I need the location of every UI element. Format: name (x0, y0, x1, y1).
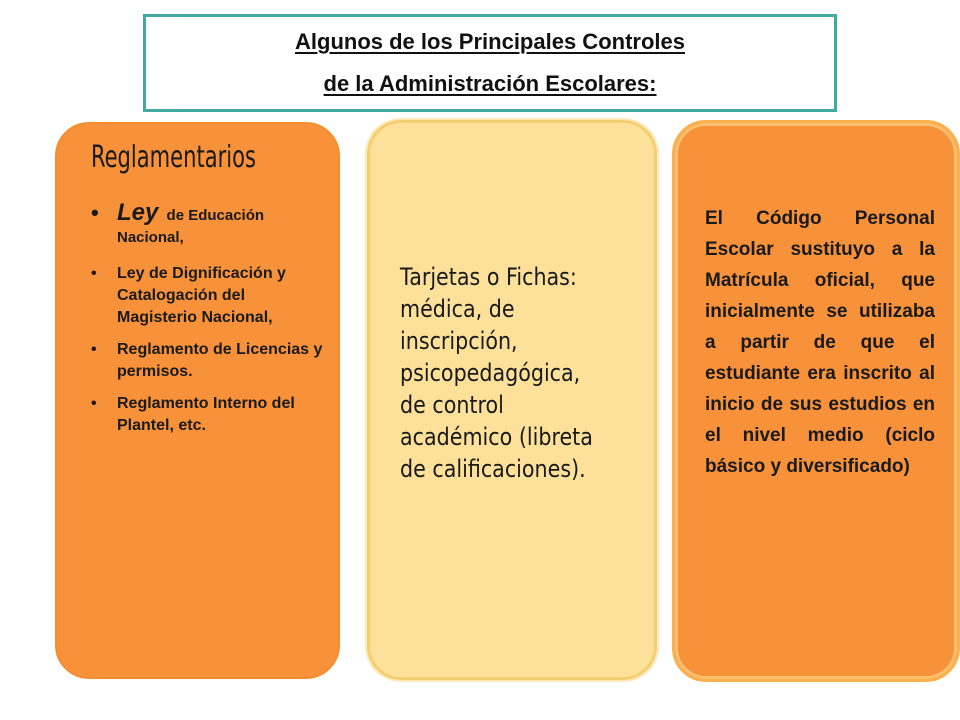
title-box (143, 14, 837, 112)
reglamentarios-list (87, 199, 327, 447)
tarjetas-card (367, 120, 657, 680)
bullet-icon: • (91, 200, 99, 225)
list-item (87, 339, 327, 383)
list-item (87, 263, 327, 329)
bullet-icon: • (91, 265, 97, 282)
list-item (87, 393, 327, 437)
item-text: de Educación Nacional, (117, 207, 265, 246)
bullet-icon: • (91, 395, 97, 412)
item-text: Reglamento de Licencias y permisos. (117, 341, 323, 380)
item-text: Ley de Dignificación y Catalogación del Magisterio Nacional, (117, 265, 286, 326)
list-item (87, 199, 327, 249)
tarjetas-text: Tarjetas o Fichas: médica, de inscripción, psicopedagógica, de control académico (libreta de calificaciones). (400, 263, 593, 483)
item-text: Reglamento Interno del Plantel, etc. (117, 395, 295, 434)
bullet-icon: • (91, 341, 97, 358)
reglamentarios-card (55, 122, 340, 679)
reglamentarios-heading: Reglamentarios (91, 140, 256, 175)
title-line-1: Algunos de los Principales Controles (295, 29, 685, 54)
codigo-text: El Código Personal Escolar sustituyo a la Matrícula oficial, que inicialmente se utilizaba a partir de que el estudiante era inscrito al inicio de sus estudios en el nivel medio (ciclo básico y diversificado) (705, 208, 935, 477)
item-lead: Ley (117, 199, 159, 226)
title-line-2: de la Administración Escolares: (323, 71, 657, 96)
codigo-card (672, 120, 960, 682)
